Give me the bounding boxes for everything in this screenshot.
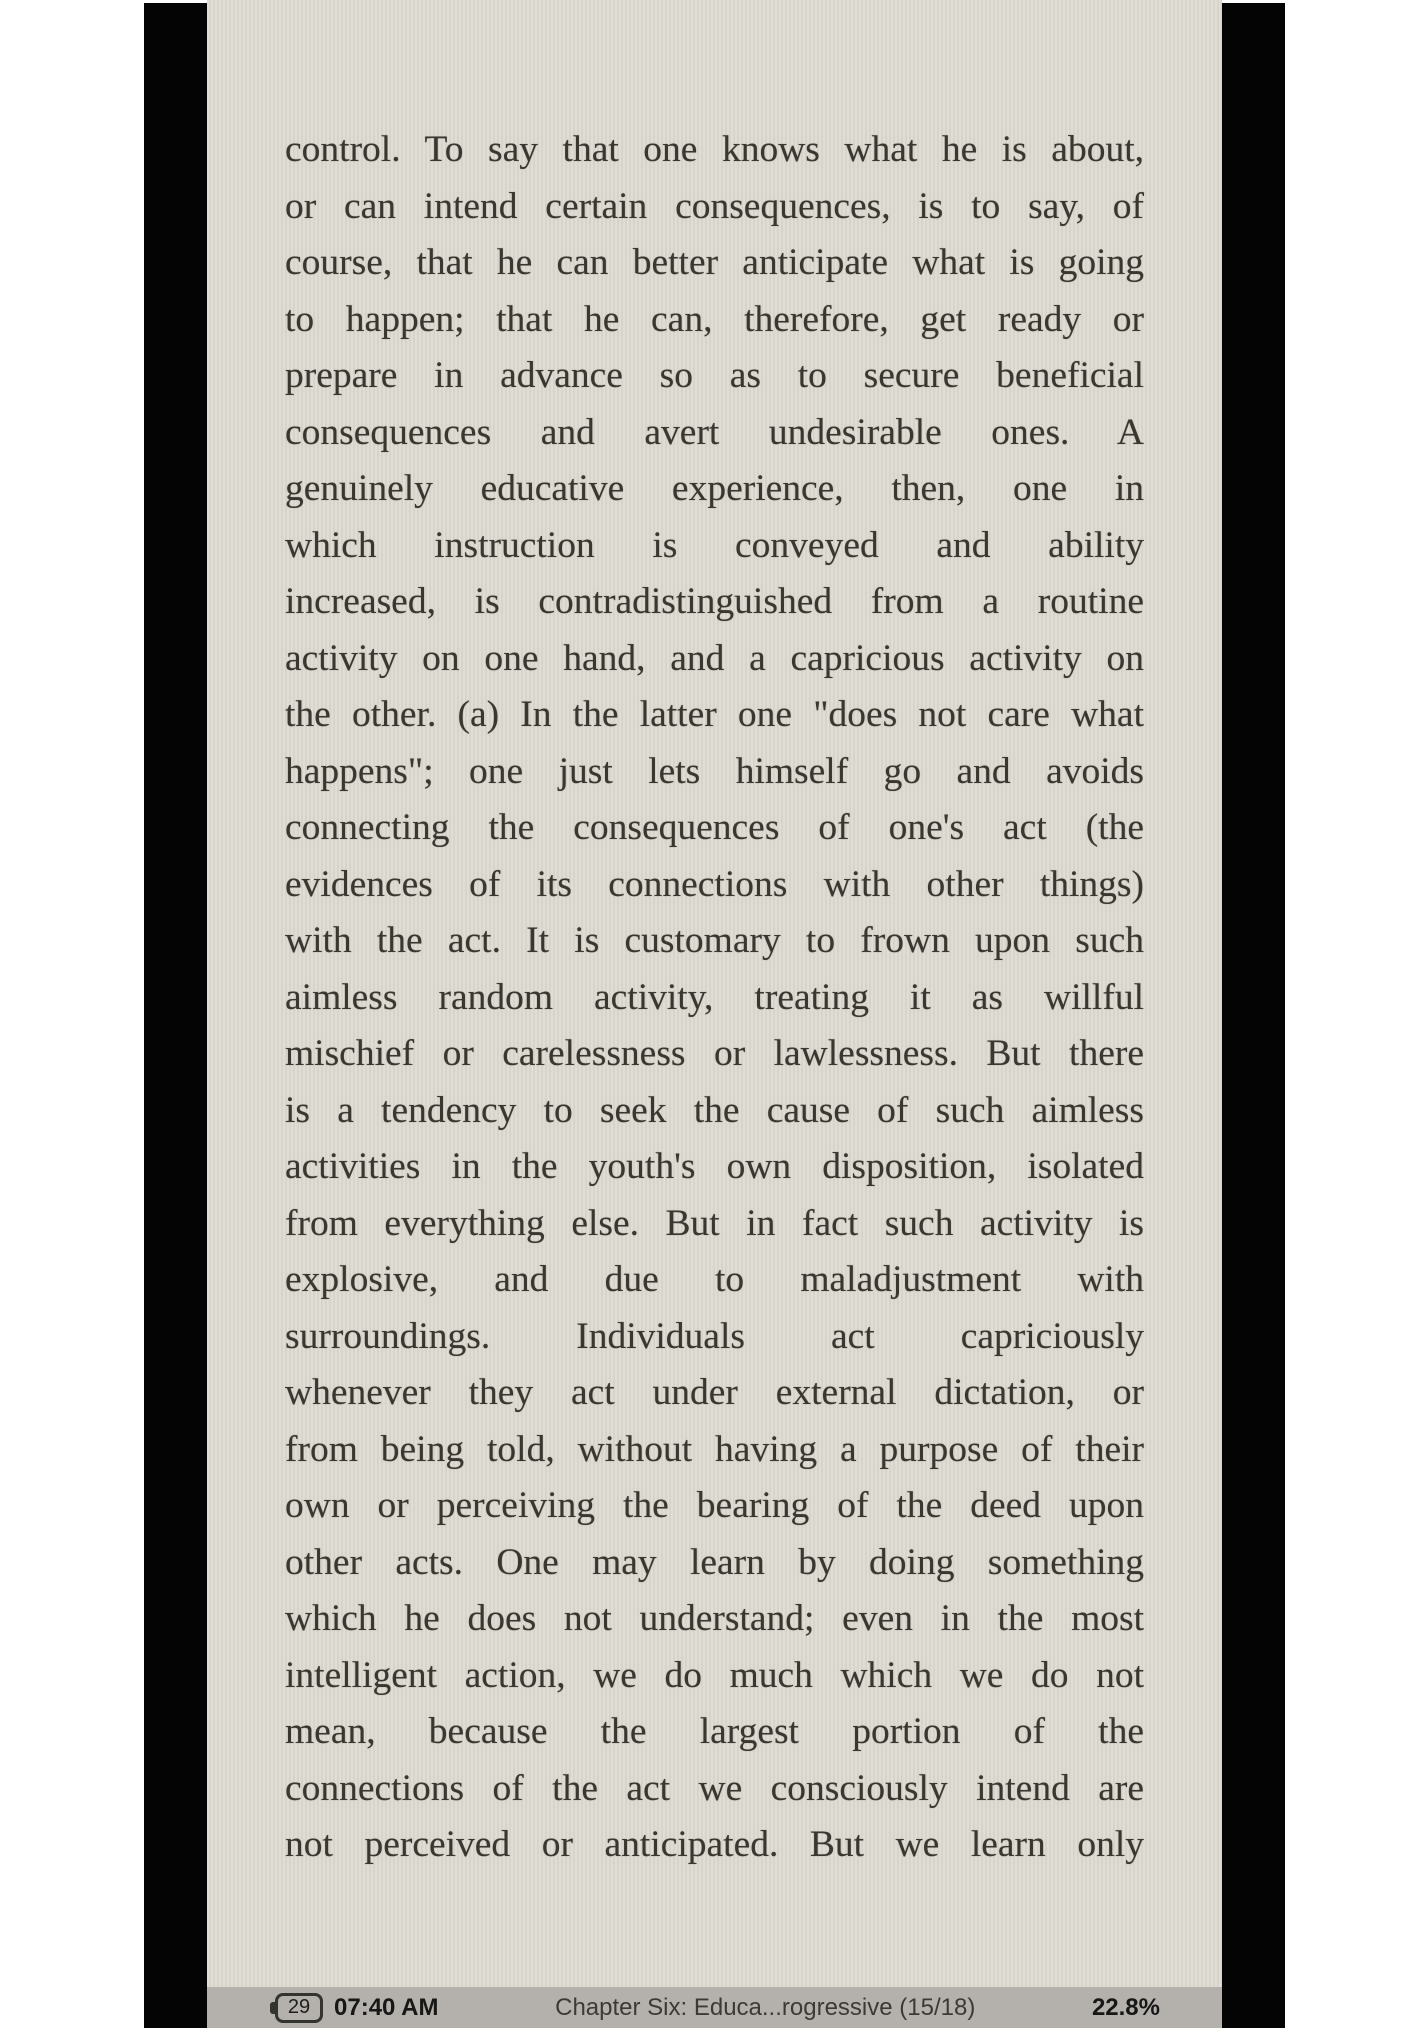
text-line: increased, is contradistinguished from a routine — [285, 581, 1144, 622]
text-line: from being told, without having a purpose of their — [285, 1428, 1144, 1470]
body-text — [285, 0, 1144, 1874]
text-line: prepare in advance so as to secure beneficial — [285, 355, 1144, 396]
battery-icon — [275, 1993, 323, 2023]
text-line: not perceived or anticipated. But we learn only — [285, 1824, 1144, 1865]
text-line: consequences and avert undesirable ones. A — [285, 411, 1144, 453]
text-line: from everything else. But in fact such activity is — [285, 1202, 1144, 1244]
text-line: aimless random activity, treating it as willful — [285, 976, 1144, 1018]
right-letterbox-bar — [1222, 3, 1285, 2028]
text-line: happens"; one just lets himself go and avoids — [285, 750, 1144, 792]
text-line: with the act. It is customary to frown upon such — [285, 920, 1144, 961]
reading-progress-percent: 22.8% — [1091, 1993, 1160, 2021]
text-line: activity on one hand, and a capricious activity on — [285, 637, 1144, 679]
left-letterbox-bar — [144, 3, 207, 2028]
text-line: whenever they act under external dictation, or — [285, 1372, 1144, 1413]
text-line: other acts. One may learn by doing something — [285, 1541, 1144, 1583]
text-line: evidences of its connections with other things) — [285, 863, 1144, 905]
text-line: is a tendency to seek the cause of such aimless — [285, 1089, 1144, 1131]
text-line: explosive, and due to maladjustment with — [285, 1259, 1144, 1300]
text-line: own or perceiving the bearing of the deed upon — [285, 1485, 1144, 1526]
text-line: connecting the consequences of one's act (the — [285, 807, 1144, 848]
text-line: activities in the youth's own disposition, isolated — [285, 1146, 1144, 1187]
book-page[interactable] — [207, 0, 1222, 2028]
chapter-info: Chapter Six: Educa...rogressive (15/18) — [555, 1993, 976, 2021]
text-line: mean, because the largest portion of the — [285, 1711, 1144, 1752]
text-line: course, that he can better anticipate what is going — [285, 242, 1144, 283]
text-line: genuinely educative experience, then, one in — [285, 468, 1144, 509]
text-line: control. To say that one knows what he is about, — [285, 129, 1144, 170]
text-line: the other. (a) In the latter one "does not care what — [285, 694, 1144, 735]
text-line: which instruction is conveyed and ability — [285, 524, 1144, 566]
text-line: to happen; that he can, therefore, get ready or — [285, 298, 1144, 340]
text-line: which he does not understand; even in the most — [285, 1598, 1144, 1639]
text-line: surroundings. Individuals act capriciously — [285, 1315, 1144, 1357]
text-line: connections of the act we consciously intend are — [285, 1767, 1144, 1809]
status-left-group — [275, 1993, 438, 2023]
status-bar — [207, 1987, 1222, 2028]
text-line: mischief or carelessness or lawlessness. But there — [285, 1033, 1144, 1074]
text-line: or can intend certain consequences, is to say, of — [285, 185, 1144, 227]
text-line: intelligent action, we do much which we do not — [285, 1654, 1144, 1696]
clock-time: 07:40 AM — [334, 1993, 439, 2021]
battery-level: 29 — [287, 1996, 311, 2018]
